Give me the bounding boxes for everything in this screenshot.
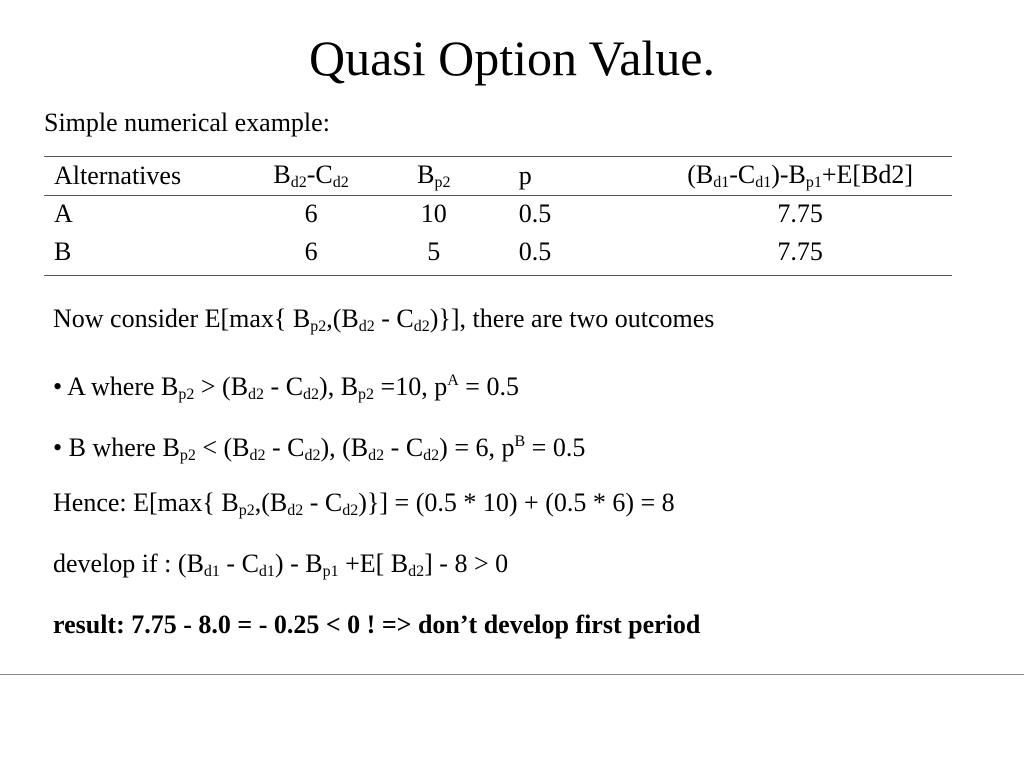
header-p: p — [518, 161, 532, 190]
develop-condition-line: develop if : $(B_{d1} - C_{d1}) - B_{p1} +E$[ $B_{d2}] - 8 > 0$ — [53, 549, 509, 580]
cell-alt: A — [54, 199, 73, 228]
outcome-b-line: • B where $B_{p2} < (B_{d2} - C_{d2})$, $(B_{d2} - C_{d2}) = 6$, $p^B = 0.5$ — [53, 433, 586, 464]
cell-value: 7.75 — [777, 199, 823, 228]
consider-line: Now consider E[max{ $B_{p2},(B_{d2} - C_{d2})$}], there are two outcomes — [53, 304, 715, 335]
header-net-benefit: $B_{d2}-C_{d2}$ — [273, 160, 349, 191]
result-line: result: 7.75 - 8.0 = - 0.25 < 0 ! => don’t develop first period — [53, 610, 701, 639]
slide-subtitle: Simple numerical example: — [44, 108, 330, 137]
cell-p: 0.5 — [518, 237, 552, 266]
cell-value: 7.75 — [777, 237, 823, 266]
cell-p: 0.5 — [518, 199, 552, 228]
header-bp2: $B_{p2}$ — [417, 160, 451, 191]
cell-net: 6 — [304, 237, 318, 266]
cell-net: 6 — [304, 199, 318, 228]
cell-alt: B — [54, 237, 72, 266]
header-value: $(B_{d1}-C_{d1})-B_{p1}+E[Bd2]$ — [687, 160, 914, 191]
table-bottom-rule — [44, 275, 952, 276]
outcome-a-line: • A where $B_{p2} > (B_{d2} - C_{d2})$, $B_{p2} =10$, $p^A = 0.5$ — [53, 372, 519, 403]
alternatives-table — [44, 157, 952, 271]
cell-bp2: 5 — [427, 237, 441, 266]
table-header-row — [44, 157, 952, 195]
hence-line: Hence: E[max{ $B_{p2},(B_{d2} - C_{d2})\}] = (0.5 * 10) + (0.5 * 6) = 8$ — [53, 488, 675, 519]
slide-title: Quasi Option Value. — [309, 30, 715, 86]
cell-bp2: 10 — [420, 199, 447, 228]
table-row — [44, 233, 952, 271]
header-alternatives: Alternatives — [54, 161, 182, 190]
footer-rule — [0, 674, 1024, 675]
table-row — [44, 195, 952, 233]
